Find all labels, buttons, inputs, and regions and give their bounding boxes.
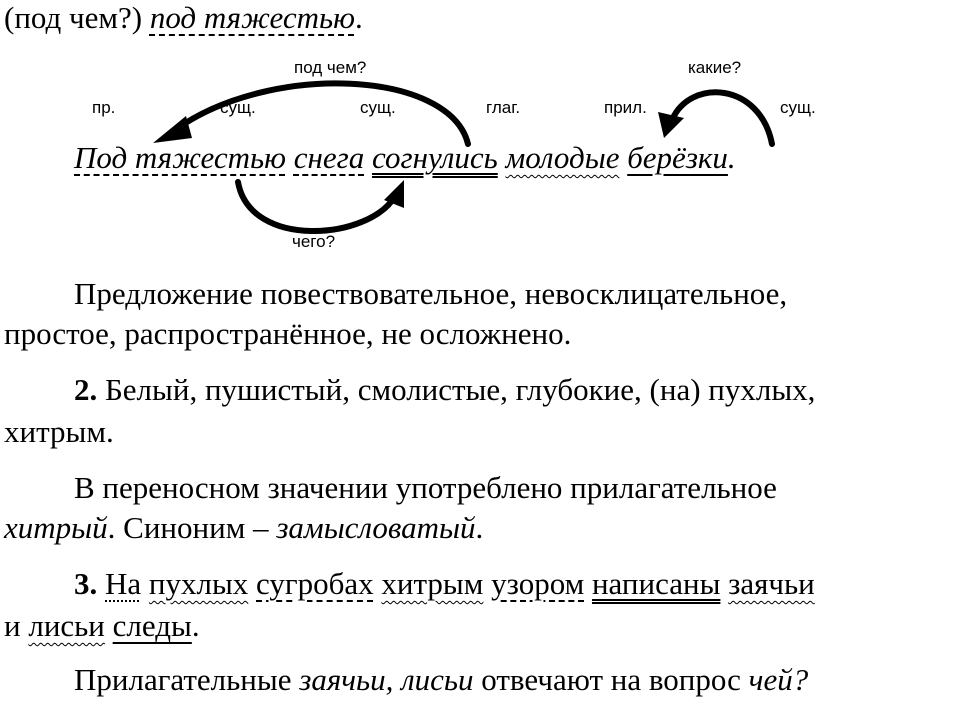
para1-line2: простое, распространённое, не осложнено. xyxy=(4,316,572,351)
word-lisi: лисьи xyxy=(28,608,105,643)
word-napisany: написаны xyxy=(591,566,721,601)
label-q-chego: чего? xyxy=(292,232,336,251)
word-molodye: молодые xyxy=(505,140,620,175)
word-chei: чей? xyxy=(748,662,809,697)
para3-line2 xyxy=(4,510,483,546)
word-beryozki: берёзки xyxy=(627,140,728,175)
para5-line1 xyxy=(74,662,808,698)
word-hitrym: хитрым xyxy=(381,566,484,601)
word-i: и xyxy=(4,608,21,643)
word-sognulis: согнулись xyxy=(371,140,498,175)
answer-phrase: под тяжестью xyxy=(149,0,355,35)
period: . xyxy=(727,140,736,175)
word-hitryi: хитрый xyxy=(4,510,108,545)
arrow-pod-chem xyxy=(175,83,468,144)
parsed-sentence xyxy=(74,140,736,176)
label-q-kakie: какие? xyxy=(688,58,742,77)
item-number: 3. xyxy=(74,566,98,601)
label-pos-pril: прил. xyxy=(604,98,647,117)
synonym-text: . Синоним – xyxy=(107,510,277,545)
para5-start: Прилагательные xyxy=(74,662,300,697)
label-q-pod-chem: под чем? xyxy=(294,58,367,77)
arrow-head-kakie xyxy=(658,112,684,138)
label-pos-pr: пр. xyxy=(92,98,116,117)
question-text: (под чем?) xyxy=(4,0,150,35)
word-zayachi: заячьи xyxy=(728,566,815,601)
para4-line2 xyxy=(4,608,200,644)
para4-line1 xyxy=(74,566,815,602)
period: . xyxy=(475,510,484,545)
arrow-kakie xyxy=(672,92,772,144)
para2-line1 xyxy=(74,372,815,408)
label-pos-sush-3: сущ. xyxy=(780,98,816,117)
para3-line1: В переносном значении употреблено прилагательное xyxy=(74,470,777,505)
period: . xyxy=(354,0,363,35)
word-sledy: следы xyxy=(112,608,192,643)
label-pos-sush-1: сущ. xyxy=(220,98,256,117)
item-number: 2. xyxy=(74,372,98,407)
words-zayachi-lisi: заячьи, лисьи xyxy=(299,662,474,697)
label-pos-glag: глаг. xyxy=(486,98,521,117)
arrow-chego xyxy=(238,182,395,231)
label-pos-sush-2: сущ. xyxy=(360,98,396,117)
period: . xyxy=(191,608,200,643)
arrow-head-pod-chem xyxy=(153,116,192,143)
para1-line1: Предложение повествовательное, невосклицательное, xyxy=(74,276,788,311)
word-puhlyh: пухлых xyxy=(148,566,249,601)
word-zamyslovatyi: замысловатый xyxy=(276,510,476,545)
para5-mid: отвечают на вопрос xyxy=(473,662,749,697)
word-uzorom: узором xyxy=(491,566,585,601)
para2-line2: хитрым. xyxy=(4,414,114,449)
word-sugrobah: сугробах xyxy=(256,566,374,601)
word-snega: снега xyxy=(293,140,365,175)
word-pod-tyazhestyu: Под тяжестью xyxy=(74,140,286,175)
para2-text: Белый, пушистый, смолистые, глубокие, (на) пухлых, xyxy=(97,372,816,407)
word-na: На xyxy=(105,566,142,601)
